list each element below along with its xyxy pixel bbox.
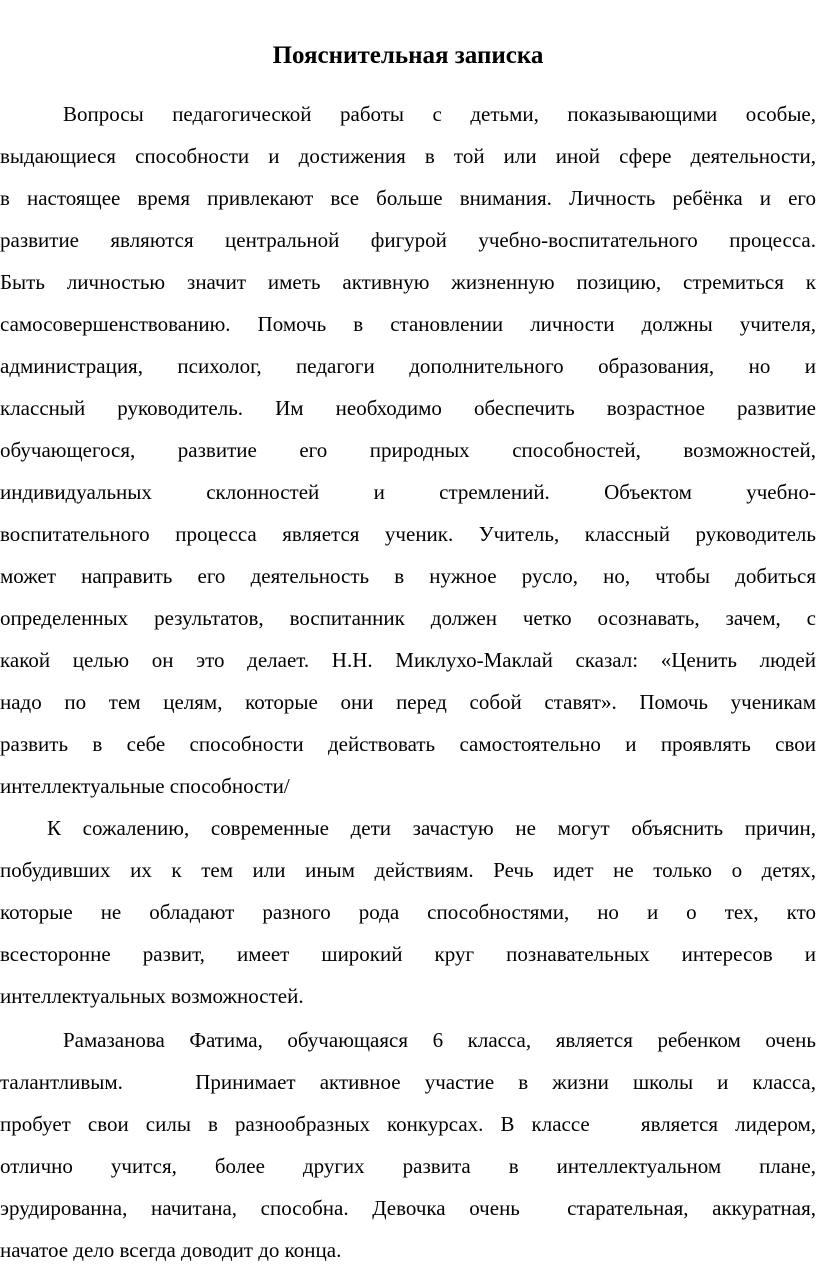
text-line: эрудированна, начитана, способна. Девочка очень старательная, аккуратная, <box>0 1196 816 1220</box>
text-line: определенных результатов, воспитанник должен четко осознавать, зачем, с <box>0 606 816 630</box>
text-line: которые не обладают разного рода способностями, но и о тех, кто <box>0 900 816 924</box>
text-line: администрация, психолог, педагоги дополнительного образования, но и <box>0 354 816 378</box>
text-line: развить в себе способности действовать самостоятельно и проявлять свои <box>0 732 816 756</box>
text-line: какой целью он это делает. Н.Н. Миклухо-Маклай сказал: «Ценить людей <box>0 648 816 672</box>
text-line: развитие являются центральной фигурой учебно-воспитательного процесса. <box>0 228 816 252</box>
text-line: самосовершенствованию. Помочь в становлении личности должны учителя, <box>0 312 816 336</box>
text-line: пробует свои силы в разнообразных конкурсах. В классе является лидером, <box>0 1112 816 1136</box>
text-line: побудивших их к тем или иным действиям. Речь идет не только о детях, <box>0 858 816 882</box>
text-line: может направить его деятельность в нужное русло, но, чтобы добиться <box>0 564 816 588</box>
text-line: начатое дело всегда доводит до конца. <box>0 1238 342 1262</box>
text-line: воспитательного процесса является ученик. Учитель, классный руководитель <box>0 522 816 546</box>
text-line: интеллектуальных возможностей. <box>0 984 304 1008</box>
text-line: обучающегося, развитие его природных способностей, возможностей, <box>0 438 816 462</box>
text-line: К сожалению, современные дети зачастую не могут объяснить причин, <box>47 816 816 840</box>
text-line: выдающиеся способности и достижения в той или иной сфере деятельности, <box>0 144 816 168</box>
text-line: Рамазанова Фатима, обучающаяся 6 класса, является ребенком очень <box>63 1028 816 1052</box>
text-line: интеллектуальные способности/ <box>0 774 290 798</box>
text-line: надо по тем целям, которые они перед собой ставят». Помочь ученикам <box>0 690 816 714</box>
text-line: талантливым. Принимает активное участие в жизни школы и класса, <box>0 1070 816 1094</box>
text-line: всесторонне развит, имеет широкий круг познавательных интересов и <box>0 942 816 966</box>
text-line: классный руководитель. Им необходимо обеспечить возрастное развитие <box>0 396 816 420</box>
document-title: Пояснительная записка <box>272 42 544 69</box>
text-line: Вопросы педагогической работы с детьми, показывающими особые, <box>63 102 816 126</box>
text-line: Быть личностью значит иметь активную жизненную позицию, стремиться к <box>0 270 816 294</box>
text-line: отлично учится, более других развита в интеллектуальном плане, <box>0 1154 816 1178</box>
text-line: в настоящее время привлекают все больше внимания. Личность ребёнка и его <box>0 186 816 210</box>
text-line: индивидуальных склонностей и стремлений. Объектом учебно- <box>0 480 816 504</box>
